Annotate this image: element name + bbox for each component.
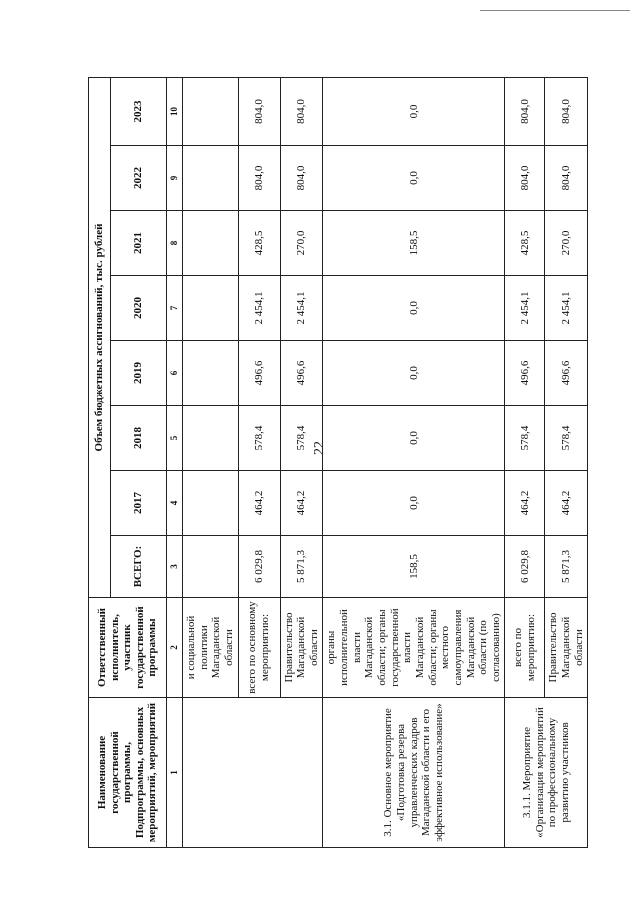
value-cell: 578,4 bbox=[238, 406, 280, 471]
header-year: 2017 bbox=[111, 471, 167, 536]
header-year: 2018 bbox=[111, 406, 167, 471]
budget-table bbox=[88, 77, 588, 848]
value-cell bbox=[183, 341, 239, 406]
header-year: 2023 bbox=[111, 77, 167, 145]
value-cell: 804,0 bbox=[238, 77, 280, 145]
table-row bbox=[323, 77, 505, 847]
name-cell: 3.1. Основное мероприятие «Подготовка резерва управленческих кадров Магаданской области и его эффективное использование» bbox=[323, 698, 505, 848]
value-cell bbox=[183, 406, 239, 471]
value-cell: 496,6 bbox=[505, 341, 545, 406]
table-row bbox=[505, 77, 545, 847]
value-cell: 804,0 bbox=[505, 146, 545, 211]
value-cell: 270,0 bbox=[280, 211, 323, 276]
executor-cell: всего по мероприятию: bbox=[505, 598, 545, 698]
value-cell: 0,0 bbox=[323, 276, 505, 341]
value-cell bbox=[183, 471, 239, 536]
value-cell: 464,2 bbox=[280, 471, 323, 536]
header-total: ВСЕГО: bbox=[111, 536, 167, 598]
page-number: 22 bbox=[312, 441, 327, 455]
value-cell: 158,5 bbox=[323, 536, 505, 598]
value-cell: 5 871,3 bbox=[545, 536, 588, 598]
value-cell: 428,5 bbox=[238, 211, 280, 276]
value-cell: 804,0 bbox=[238, 146, 280, 211]
table-row bbox=[183, 77, 239, 847]
index-cell: 5 bbox=[167, 406, 183, 471]
value-cell: 496,6 bbox=[280, 341, 323, 406]
value-cell: 464,2 bbox=[505, 471, 545, 536]
value-cell: 804,0 bbox=[280, 77, 323, 145]
value-cell: 0,0 bbox=[323, 471, 505, 536]
value-cell: 804,0 bbox=[505, 77, 545, 145]
value-cell bbox=[183, 276, 239, 341]
rotated-table-container bbox=[88, 78, 585, 848]
executor-cell: Правительство Магаданской области bbox=[545, 598, 588, 698]
scan-edge-line bbox=[480, 10, 630, 11]
value-cell bbox=[183, 77, 239, 145]
value-cell: 804,0 bbox=[545, 146, 588, 211]
header-budget-group: Объем бюджетных ассигнований, тыс. рублей bbox=[89, 77, 111, 597]
index-cell: 1 bbox=[167, 698, 183, 848]
budget-table-landscape bbox=[88, 78, 585, 848]
value-cell: 158,5 bbox=[323, 211, 505, 276]
header-year: 2022 bbox=[111, 146, 167, 211]
index-cell: 7 bbox=[167, 276, 183, 341]
value-cell bbox=[183, 146, 239, 211]
value-cell bbox=[183, 536, 239, 598]
executor-cell: и социальной политики Магаданской области bbox=[183, 598, 239, 698]
index-cell: 3 bbox=[167, 536, 183, 598]
value-cell: 0,0 bbox=[323, 406, 505, 471]
value-cell: 0,0 bbox=[323, 77, 505, 145]
name-cell: 3.1.1. Мероприятие «Организация мероприятий по профессиональному развитию участников bbox=[505, 698, 588, 848]
header-year: 2019 bbox=[111, 341, 167, 406]
value-cell: 428,5 bbox=[505, 211, 545, 276]
value-cell bbox=[183, 211, 239, 276]
value-cell: 0,0 bbox=[323, 146, 505, 211]
value-cell: 2 454,1 bbox=[505, 276, 545, 341]
index-cell: 8 bbox=[167, 211, 183, 276]
index-cell: 4 bbox=[167, 471, 183, 536]
value-cell: 5 871,3 bbox=[280, 536, 323, 598]
header-year: 2020 bbox=[111, 276, 167, 341]
value-cell: 464,2 bbox=[545, 471, 588, 536]
value-cell: 804,0 bbox=[280, 146, 323, 211]
index-cell: 9 bbox=[167, 146, 183, 211]
header-year: 2021 bbox=[111, 211, 167, 276]
executor-cell: Правительство Магаданской области bbox=[280, 598, 323, 698]
value-cell: 496,6 bbox=[238, 341, 280, 406]
value-cell: 804,0 bbox=[545, 77, 588, 145]
index-cell: 10 bbox=[167, 77, 183, 145]
value-cell: 2 454,1 bbox=[238, 276, 280, 341]
value-cell: 270,0 bbox=[545, 211, 588, 276]
value-cell: 578,4 bbox=[505, 406, 545, 471]
value-cell: 6 029,8 bbox=[505, 536, 545, 598]
value-cell: 496,6 bbox=[545, 341, 588, 406]
value-cell: 2 454,1 bbox=[545, 276, 588, 341]
value-cell: 578,4 bbox=[280, 406, 323, 471]
value-cell: 464,2 bbox=[238, 471, 280, 536]
executor-cell: всего по основному мероприятию: bbox=[238, 598, 280, 698]
value-cell: 6 029,8 bbox=[238, 536, 280, 598]
header-executor: Ответственный исполнитель, участник государственной программы bbox=[89, 598, 167, 698]
index-row bbox=[167, 77, 183, 847]
value-cell: 2 454,1 bbox=[280, 276, 323, 341]
value-cell: 0,0 bbox=[323, 341, 505, 406]
value-cell: 578,4 bbox=[545, 406, 588, 471]
header-name: Наименование государственной программы, Подпрограммы, основных мероприятий, мероприятий bbox=[89, 698, 167, 848]
executor-cell: органы исполнительной власти Магаданской области; органы государственной власти Магаданской области; органы местного самоуправления Магаданской области (по согласованию) bbox=[323, 598, 505, 698]
name-cell bbox=[183, 698, 323, 848]
index-cell: 2 bbox=[167, 598, 183, 698]
index-cell: 6 bbox=[167, 341, 183, 406]
